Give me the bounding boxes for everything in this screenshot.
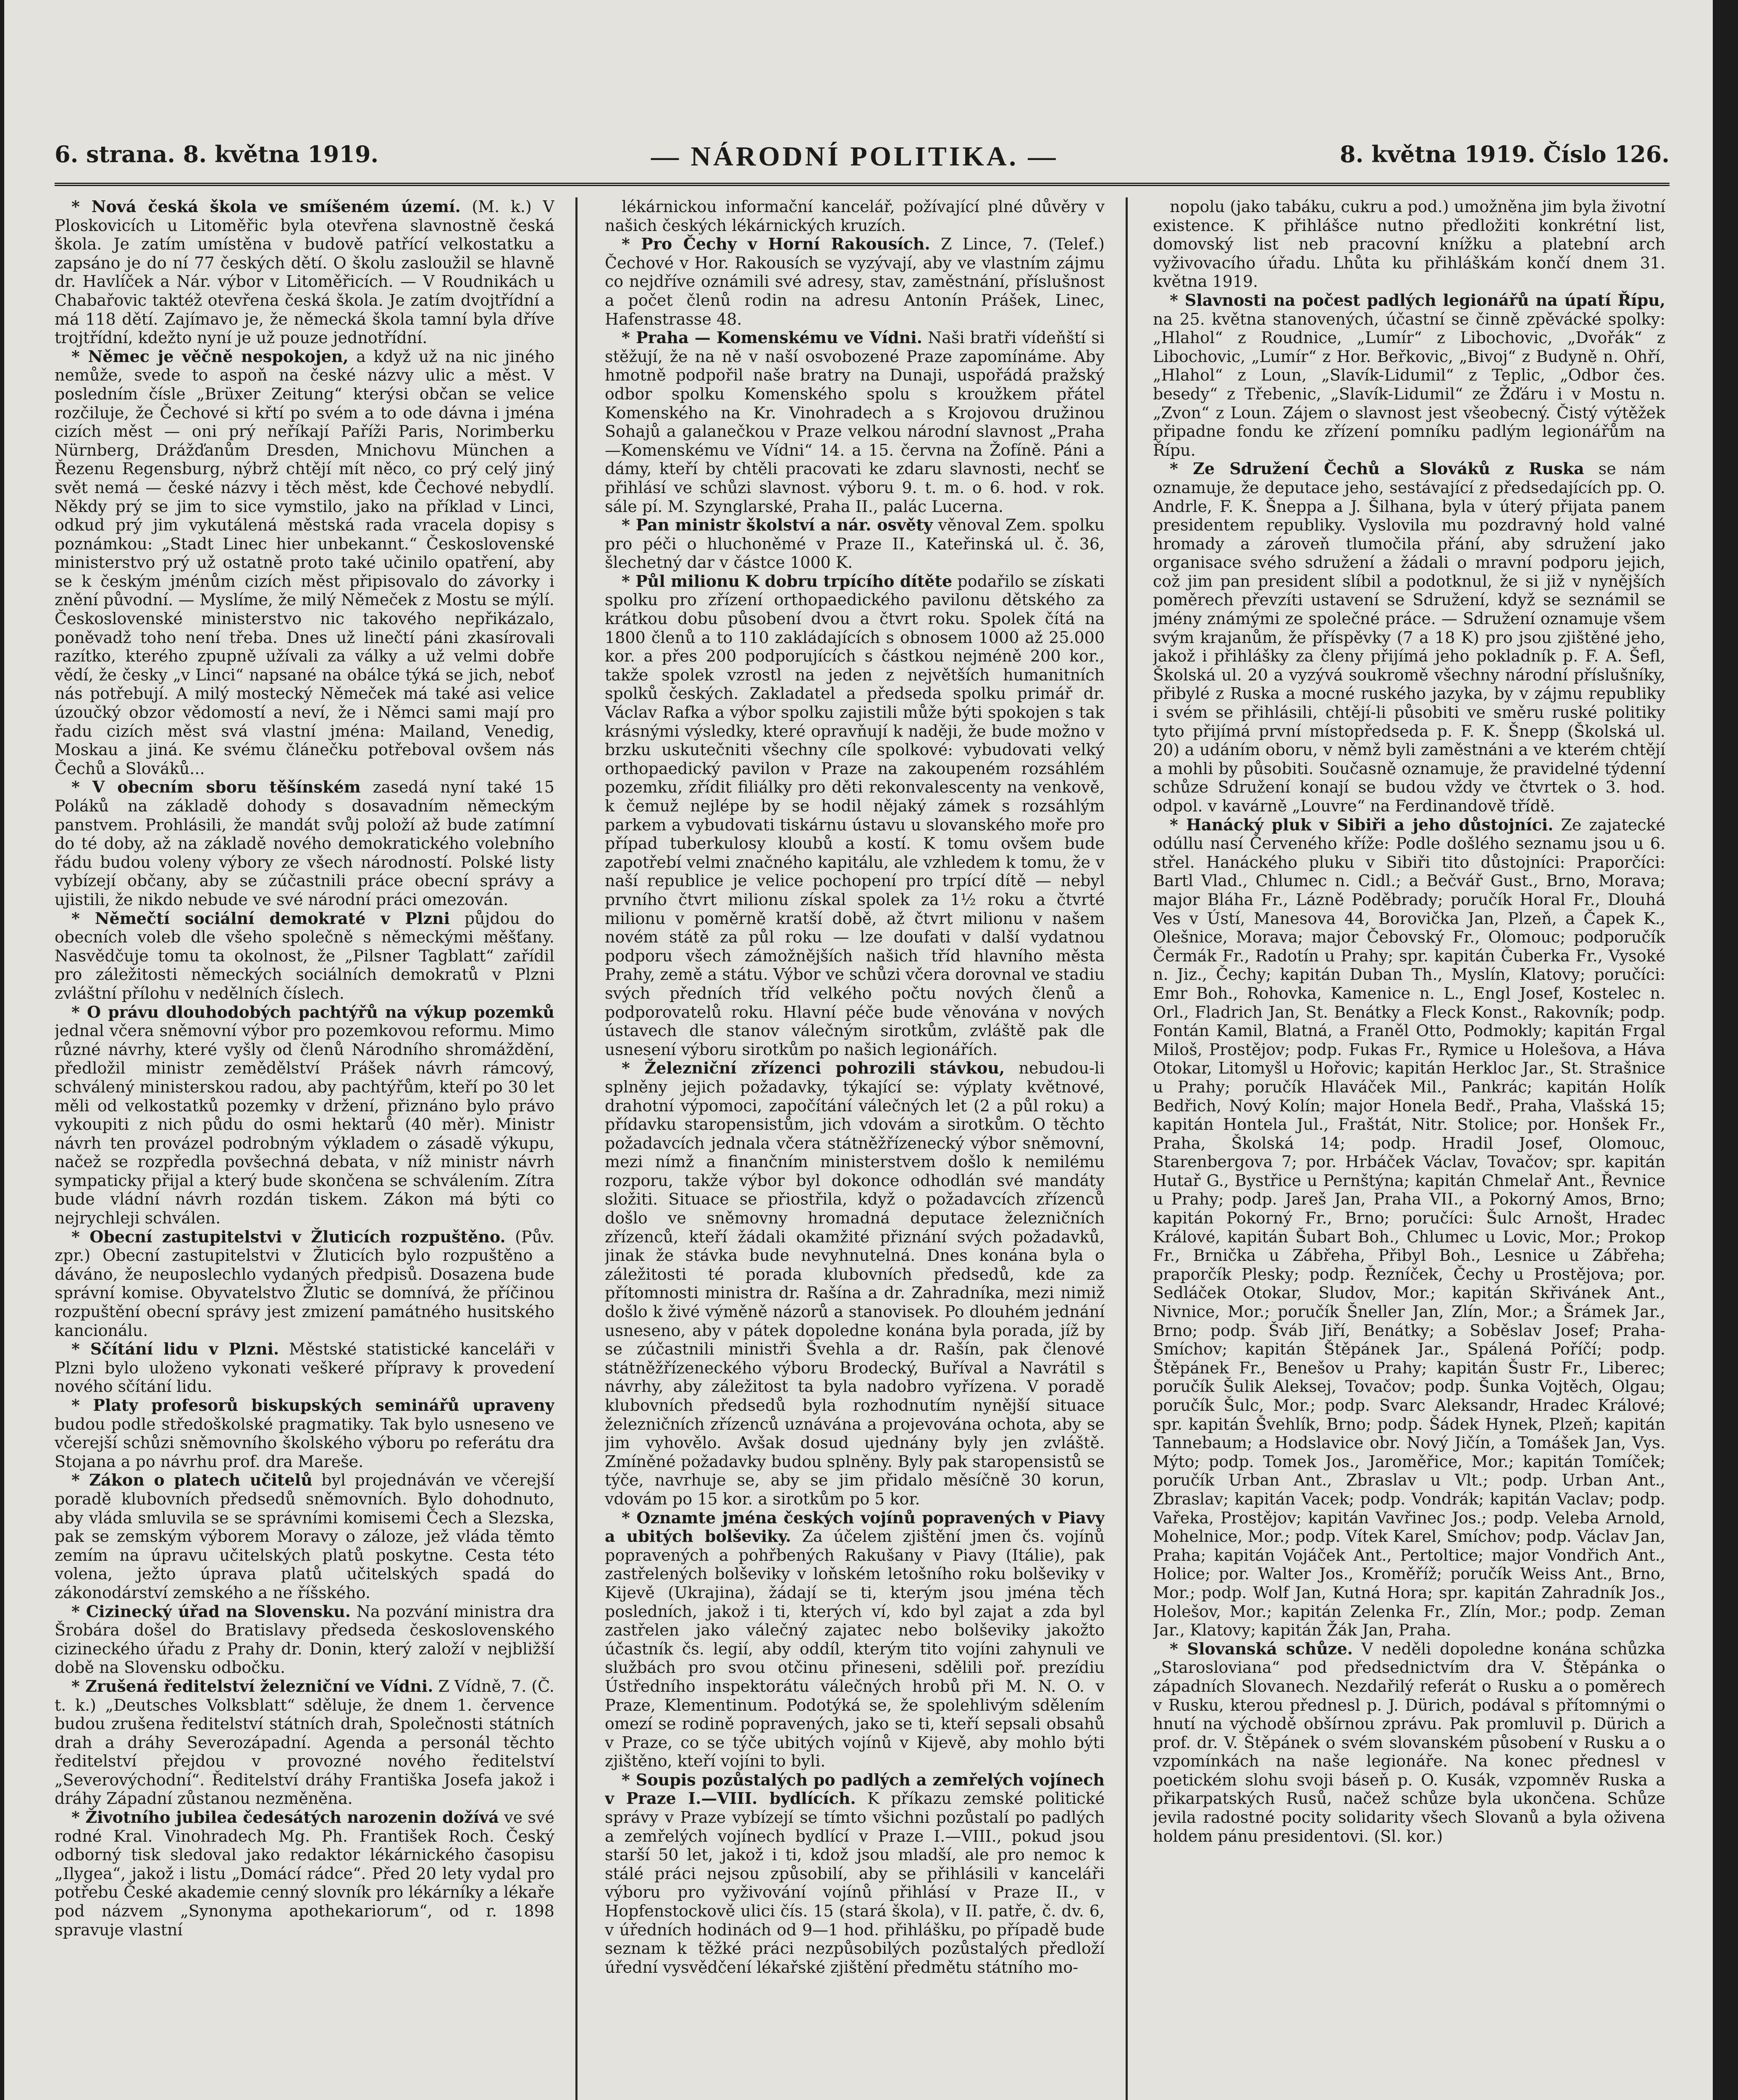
article-text: lékárnickou informační kancelář, požívající plné důvěry v našich českých lékárnických kruzích. bbox=[605, 197, 1105, 235]
article-paragraph bbox=[55, 1228, 554, 1340]
article-text: podařilo se získati spolku pro zřízení orthopaedického pavilonu dětského za krátkou dobu působení dvou a čtvrt roku. Spolek čítá na 1800 členů a to 110 zakládajících s obnosem 1000 až 25.000 kor. a přes 200 podporujících s částkou nejméně 200 kor., takže spolek vzrostl na jeden z největších humanitních spolků českých. Zakladatel a předseda spolku primář dr. Václav Rafka a výbor spolku zajistili může býti spokojen s tak krásnými výsledky, které opravňují k naději, že bude možno v brzku uskutečniti všechny cíle spolkové: vybudovati velký orthopaedický pavilon v Praze na zakoupeném rozsáhlém pozemku, zřídit filiálky pro děti rekonvalescenty na venkově, k čemuž nejlépe by se hodil nějaký zámek s rozsáhlým parkem a vybudovati tiskárnu ústavu u slovanského moře pro případ tuberkulosy kloubů a kostí. K tomu ovšem bude zapotřebí velmi značného kapitálu, ale vzhledem k tomu, že v naší republice je velice pochopení pro trpící dítě — nebyl prvního čtvrt milionu získal spolek za 1½ roku a čtvrté milionu v poměrně kratší době, až čtvrt milionu v našem novém státě za půl roku — lze doufati v další vydatnou podporu všech zámožnějších našich tříd hlavního města Prahy, země a státu. Výbor ve schůzi včera dorovnal ve stadiu svých předních tříd velkého počtu nových členů a podporovatelů roku. Hlavní péče bude věnována v nových ústavech dle stanov válečným sirotkům, zvláště pak dle usnesení výboru sirotkům po našich legionářích. bbox=[605, 572, 1105, 1059]
article-text: půjdou do obecních voleb dle všeho společně s německými měšťany. Nasvědčuje tomu ta okolnost, že „Pilsner Tagblatt“ zařídil pro záležitosti německých sociálních demokratů v Plzni zvláštní přílohu v nedělních číslech. bbox=[55, 909, 554, 1003]
article-text: Ze zajatecké odúllu nasí Červeného kříže: Podle došlého seznamu jsou u 6. střel. Hanáckého pluku v Sibiři tito důstojníci: Praporčíci: Bartl Vlad., Chlumec n. Cidl.; a Bečvář Gust., Brno, Morava; major Bláha Fr., Lázně Poděbrady; poručík Horal Fr., Dlouhá Ves v Ústí, Manesova 44, Borovička Jan, Plzeň, a Čapek K., Olešnice, Morava; major Čebovský Fr., Olomouc; podporučík Čermák Fr., Radotín u Prahy; spr. kapitán Čuberka Fr., Vysoké n. Jiz., Čechy; kapitán Duban Th., Myslín, Klatovy; poručíci: Emr Boh., Rohovka, Kamenice n. L., Engl Josef, Kostelec n. Orl., Fladrich Jan, St. Benátky a Fleck Konst., Rakovník; podp. Fontán Kamil, Blatná, a Franěl Otto, Podmokly; kapitán Frgal Miloš, Prostějov; podp. Fukas Fr., Rymice u Holešova, a Háva Otokar, Litomyšl u Hořovic; kapitán Herkloc Jar., St. Strašnice u Prahy; poručík Hlaváček Mil., Pankrác; kapitán Holík Bedřich, Nový Kolín; major Honela Bedř., Praha, Vlašská 15; kapitán Hontela Jul., Fraštát, Nitr. Stolice; por. Honšek Fr., Praha, Školská 14; podp. Hradil Josef, Olomouc, Starenbergova 7; por. Hrbáček Václav, Tovačov; spr. kapitán Hutař G., Bystřice u Pernštýna; kapitán Chmelař Ant., Řevnice u Prahy; podp. Jareš Jan, Praha VII., a Pokorný Amos, Brno; kapitán Pokorný Fr., Brno; poručíci: Šulc Arnošt, Hradec Králové, kapitán Šubart Boh., Chlumec u Lovic, Mor.; Prokop Fr., Brnička u Zábřeha, Přibyl Boh., Lesnice u Zábřeha; praporčík Plesky; podp. Řezníček, Čechy u Prostějova; por. Sedláček Otokar, Sludov, Mor.; kapitán Skřivánek Ant., Nivnice, Mor.; poručík Šneller Jan, Zlín, Mor.; a Šrámek Jar., Brno; podp. Šváb Jiří, Benátky; a Soběslav Josef; Praha-Smíchov; kapitán Štěpánek Jar., Spálená Poříčí; podp. Štěpánek Fr., Benešov u Prahy; kapitán Šustr Fr., Liberec; poručík Šulik Aleksej, Tovačov; podp. Šunka Vojtěch, Olgau; poručík Šulc, Mor.; podp. Svarc Aleksandr, Hradec Králové; spr. kapitán Švehlík, Brno; podp. Šádek Hynek, Plzeň; kapitán Tannebaum; a Hodslavice obr. Nový Jičín, a Tomášek Jan, Vys. Mýto; podp. Tomek Jos., Jaroměřice, Mor.; kapitán Tomíček; poručík Urban Ant., Zbraslav u Vlt.; podp. Urban Ant., Zbraslav; kapitán Vacek; podp. Vondrák; kapitán Vaclav; podp. Vařeka, Prostějov; kapitán Vavřinec Jos.; podp. Veleba Arnold, Mohelnice, Mor.; podp. Vítek Karel, Smíchov; podp. Václav Jan, Praha; kapitán Vojáček Ant., Pertoltice; major Vondřich Ant., Holice; por. Walter Jos., Kroměříž; poručík Weiss Ant., Brno, Mor.; podp. Wolf Jan, Kutná Hora; spr. kapitán Zahradník Jos., Holešov, Mor.; kapitán Zelenka Fr., Zlín, Mor.; podp. Zeman Jar., Klatovy; kapitán Žák Jan, Praha. bbox=[1153, 815, 1665, 1640]
article-text: K příkazu zemské politické správy v Praze vybízejí se tímto všichni pozůstalí po padlých a zemřelých vojínech bydlící v Praze I.—VIII., pokud jsou starší 50 let, jakož i ti, kdož jsou mladší, ale pro nemoc k stálé práci nejsou způsobilí, aby se přihlásili v kanceláři výboru pro vyživování vojínů přihlásí v Praze II., v Hopfenstockově ulici čís. 15 (stará škola), v II. patře, č. dv. 6, v úředních hodinách od 9—1 hod. přihlášku, po případě bude seznam k těžké práci nezpůsobilých pozůstalých předloží úřední vysvědčení lékařské zjištění předmětu státního mo- bbox=[605, 1789, 1105, 1977]
article-heading: * Praha — Komenskému ve Vídni. bbox=[622, 328, 922, 347]
article-paragraph bbox=[605, 1509, 1105, 1771]
article-text: nebudou-li splněny jejich požadavky, týkající se: výplaty květnové, drahotní výpomoci, započítání válečných let (2 a půl roku) a přídavku staropensistům, jich vdovám a sirotkům. O těchto požadavcích jednala včera státněžřízenecký výbor sněmovní, mezi nímž a finančním ministerstvem došlo k nemilému rozporu, takže výbor byl dokonce odhodlán své mandáty složiti. Situace se přiostřila, když o požadavcích zřízenců došlo ve sněmovny hromadná deputace železničních zřízenců, kteří žádali okamžité přiznání svých požadavků, jinak že stávka bude nevyhnutelná. Dnes konána byla o záležitosti té porada klubovních předsedů, kde za přítomnosti ministra dr. Rašína a dr. Zahradníka, mezi nimiž došlo k živé výměně názorů a stanovisek. Po dlouhém jednání usneseno, aby v pátek dopoledne konána byla porada, jíž by se zúčastnili ministři Švehla a dr. Rašín, pak členové státněžřízeneckého výboru Brodecký, Buříval a Navrátil s návrhy, aby záležitost ta byla nadobro vyřízena. V poradě klubovních předsedů byla rozhodnutím nynější situace železničních zřízenců uznávána a projevována ochota, aby se jim vyhovělo. Avšak dosud ujednány byly jen zvláště. Zmíněné požadavky budou splněny. Byly pak staropensistů se týče, navrhuje se, aby se jim přidalo měsíčně 30 korun, vdovám po 15 kor. a sirotkům po 5 kor. bbox=[605, 1059, 1105, 1508]
article-paragraph bbox=[55, 1808, 554, 1939]
article-heading: * Sčítání lidu v Plzni. bbox=[71, 1339, 279, 1359]
article-heading: * Pro Čechy v Horní Rakousích. bbox=[622, 234, 930, 254]
article-text: jednal včera sněmovní výbor pro pozemkovou reformu. Mimo různé návrhy, které vyšly od členů Národního shromáždění, předložil ministr zemědělství Prášek návrh rámcový, schválený ministerskou radou, aby pachtýřům, kteří po 30 let měli od velkostatků pozemky v držení, přiznáno bylo právo vykoupiti z nich půdu do osmi hektarů (40 měr). Ministr návrh ten provázel podrobným výkladem o zásadě výkupu, načež se rozpředla povšechná debata, v níž ministr návrh sympaticky přijal a který bude skončena se schválením. Zítra bude vládní návrh rozdán tiskem. Zákon má býti co nejrychleji schválen. bbox=[55, 1021, 554, 1228]
article-paragraph bbox=[55, 1396, 554, 1471]
article-heading: * Němec je věčně nespokojen, bbox=[71, 346, 349, 366]
article-heading: * Zrušená ředitelství železniční ve Vídni. bbox=[71, 1676, 433, 1696]
article-paragraph bbox=[55, 778, 554, 909]
column-divider bbox=[575, 197, 578, 2100]
article-paragraph bbox=[605, 1059, 1105, 1508]
article-heading: * Cizinecký úřad na Slovensku. bbox=[71, 1601, 351, 1621]
article-text: (M. k.) V Ploskovicích u Litoměřic byla otevřena slavnostně česká škola. Je zatím umístěna v budově patřící velkostatku a zapsáno je do ní 77 českých dětí. O školu zasloužil se hlavně dr. Havlíček a Nár. výbor v Litoměřicích. — V Roudnikách u Chabařovic taktéž otevřena česká škola. Je zatím dvojtřídní a má 118 dětí. Zajímavo je, že německá škola tamní byla dříve trojtřídní, kdežto nyní je už pouze jednotřídní. bbox=[55, 197, 554, 347]
article-paragraph bbox=[605, 235, 1105, 328]
newspaper-page bbox=[4, 0, 1728, 2100]
article-text: Z Vídně, 7. (Č. t. k.) „Deutsches Volksblatt“ sděluje, že dnem 1. července budou zrušena ředitelství státních drah, Společnosti státních drah a dráhy Severozápadní. Agenda a personál těchto ředitelství přejdou v provozné nového ředitelství „Severovýchodní“. Ředitelství dráhy Františka Josefa jakož i dráhy Západní zůstanou nezměněna. bbox=[55, 1677, 554, 1808]
article-heading: * Železniční zřízenci pohrozili stávkou, bbox=[622, 1058, 1005, 1078]
article-text: Městské statistické kanceláři v Plzni bylo uloženo vykonati veškeré přípravy k provedení nového sčítání lidu. bbox=[55, 1340, 554, 1396]
column-divider bbox=[1126, 197, 1128, 2100]
article-text: se nám oznamuje, že deputace jeho, sestávající z předsedajících pp. O. Andrle, F. K. Šneppa a J. Šilhana, byla v úterý přijata panem presidentem republiky. Vyslovila mu pozdravný hold valné hromady a zároveň tlumočila přání, aby sdružení jako organisace svého sdružení a žádali o mravní podporu jejich, což jim pan president slíbil a podotknul, že si již v nynějších poměrech převzíti ustavení se Sdružení, když se seznámil se jmény známými ze společné práce. — Sdružení oznamuje všem svým krajanům, že příspěvky (7 a 18 K) pro jsou zjištěné jeho, jakož i přihlášky za členy přijímá jeho pokladník p. F. A. Šefl, Školská ul. 20 a vyzývá soukromě všechny národní příslušníky, přibylé z Ruska a mocné ruského jazyka, by v zájmu republiky i svém se přihlásili, chtějí-li působiti ve směru ruské politiky tyto přijímá první místopředseda p. F. K. Šnepp (Školská ul. 20) a udáním oboru, v němž byli zaměstnáni a ve kterém chtějí a mohli by působiti. Současně oznamuje, že pravidelné týdenní schůze Sdružení konají se budou vždy ve čtvrtek o 3. hod. odpol. v kavárně „Louvre“ na Ferdinandově třídě. bbox=[1153, 459, 1665, 815]
article-paragraph bbox=[55, 1003, 554, 1228]
column-2 bbox=[605, 197, 1105, 2100]
article-text: na 25. května stanovených, účastní se činně zpěvácké spolky: „Hlahol“ z Roudnice, „Lumír“ z Libochovic, „Dvořák“ z Libochovic, „Lumír“ z Hor. Beřkovic, „Bivoj“ z Budyně n. Ohří, „Hlahol“ z Loun, „Slavík-Lidumil“ z Teplic, „Odbor čes. besedy“ z Třebenic, „Slavík-Lidumil“ ze Žďáru i v Mostu n. „Zvon“ z Loun. Zájem o slavnost jest všeobecný. Čistý výtěžek připadne fondu ke zřízení pomníku padlým legionářům na Řípu. bbox=[1153, 310, 1665, 459]
article-heading: * O právu dlouhodobých pachtýřů na výkup pozemků bbox=[71, 1002, 554, 1021]
article-heading: * Slovanská schůze. bbox=[1170, 1639, 1353, 1658]
article-paragraph bbox=[55, 909, 554, 1003]
article-paragraph bbox=[55, 1340, 554, 1396]
article-heading: * Hanácký pluk v Sibiři a jeho důstojníci. bbox=[1170, 815, 1554, 834]
article-text: zasedá nyní také 15 Poláků na základě dohody s dosavadním německým panstvem. Prohlásili, že mandát svůj položí až bude zatímní do té doby, až na základě nového demokratického volebního řádu budou voleny výbory ze všech národností. Polské listy vybízejí občany, aby se zúčastnili práce obecní správy a ujistili, že nikdo nebude ve své národní práci omezován. bbox=[55, 778, 554, 909]
page-number-date: 6. strana. 8. května 1919. bbox=[55, 141, 379, 168]
article-paragraph bbox=[1153, 816, 1665, 1640]
article-text: ve své rodné Kral. Vinohradech Mg. Ph. František Roch. Český odborný tisk sledoval jako redaktor lékárnického časopisu „Ilygea“, jakož i listu „Domácí rádce“. Před 20 lety vydal pro potřebu České akademie cenný slovník pro lékárníky a lékaře pod názvem „Synonyma apothekariorum“, od r. 1898 spravuje vlastní bbox=[55, 1808, 554, 1939]
article-heading: * V obecním sboru těšínském bbox=[71, 777, 361, 797]
article-heading: * Oznamte jména českých vojínů popravených v Piavy a ubitých bolševiky. bbox=[605, 1508, 1105, 1546]
article-paragraph bbox=[55, 1471, 554, 1602]
article-text: Z Lince, 7. (Telef.) Čechové v Hor. Rakousích se vyzývají, aby ve vlastním zájmu co nejdříve oznámili své adresy, stav, zaměstnání, příslušnost a počet členů rodin na adresu Antonín Prášek, Linec, Hafenstrasse 48. bbox=[605, 235, 1105, 328]
article-text: Na pozvání ministra dra Šrobára došel do Bratislavy předseda československého cizineckého úřadu z Prahy dr. Donin, který založí v nejbližší době na Slovensku odbočku. bbox=[55, 1602, 554, 1677]
article-heading: * Soupis pozůstalých po padlých a zemřelých vojínech v Praze I.—VIII. bydlících. bbox=[605, 1770, 1105, 1808]
article-paragraph bbox=[55, 1677, 554, 1808]
article-heading: * Zákon o platech učitelů bbox=[71, 1470, 312, 1490]
article-text: (Pův. zpr.) Obecní zastupitelstvi v Žluticích bylo rozpuštěno a dáváno, že neuposlechlo vydaných předpisů. Dosazena bude správní komise. Obyvatelstvo Žlutic se domnívá, že příčinou rozpuštění obecní správy jest zmizení památného husitského kancionálu. bbox=[55, 1227, 554, 1340]
article-paragraph bbox=[1153, 291, 1665, 459]
article-heading: * Pan ministr školství a nár. osvěty bbox=[622, 515, 933, 535]
article-paragraph bbox=[1153, 197, 1665, 291]
article-paragraph bbox=[605, 1771, 1105, 1977]
article-text: Naši bratři vídeňští si stěžují, že na ně v naší osvobozené Praze zapomínáme. Aby hmotně podpořil naše bratry na Dunaji, uspořádá pražský odbor spolku Komenského spolu s kroužkem přátel Komenského na Kr. Vinohradech a s Krojovou družinou Sohajů a galanečkou v Praze velkou národní slavnost „Praha—Komenskému ve Vídni“ 14. a 15. června na Žofíně. Páni a dámy, kteří by chtěli pracovati ke zdaru slavnosti, nechť se přihlásí ve schůzi slavnost. výboru 9. t. m. o 6. hod. v rok. sále pí. M. Szynglarské, Praha II., palác Lucerna. bbox=[605, 328, 1105, 516]
article-paragraph bbox=[1153, 459, 1665, 815]
issue-date-number: 8. května 1919. Číslo 126. bbox=[1340, 141, 1670, 168]
page-header bbox=[55, 132, 1670, 186]
article-paragraph bbox=[605, 197, 1105, 235]
article-paragraph bbox=[55, 197, 554, 347]
article-paragraph bbox=[605, 328, 1105, 516]
newspaper-masthead: — NÁRODNÍ POLITIKA. — bbox=[651, 141, 1058, 172]
article-paragraph bbox=[605, 572, 1105, 1059]
article-text: nopolu (jako tabáku, cukru a pod.) umožněna jim byla životní existence. K přihlášce nutno předložiti konkrétní list, domovský list neb pracovní knížku a platební arch vyživovacího úřadu. Lhůta ku přihláškám končí dnem 31. května 1919. bbox=[1153, 197, 1665, 291]
article-heading: * Nová česká škola ve smíšeném území. bbox=[71, 197, 461, 216]
article-heading: * Slavnosti na počest padlých legionářů na úpatí Řípu, bbox=[1170, 290, 1665, 310]
scan-edge bbox=[1713, 0, 1738, 2100]
article-heading: * Němečtí sociální demokraté v Plzni bbox=[71, 908, 450, 928]
article-text: V neděli dopoledne konána schůzka „Starosloviana“ pod předsednictvím dra V. Štěpánka o západních Slovanech. Nezdařilý referát o Rusku a o poměrech v Rusku, kterou přednesl p. J. Dürich, podával s přítomnými o hnutí na východě obšírnou zprávu. Pak promluvil p. Dürich a prof. dr. V. Štěpánek o svém slovanském působení v Rusku a o vzpomínkách na naše legionáře. Na konec přednesl v poetickém slohu svoji báseň p. O. Kusák, vzpomněv Ruska a přikarpatských Rusů, načež schůze byla ukončena. Schůze jevila radostné pocity solidarity všech Slovanů a byla oživena holdem pánu presidentovi. (Sl. kor.) bbox=[1153, 1639, 1665, 1845]
article-heading: * Životního jubilea čedesátých narozenin dožívá bbox=[71, 1808, 499, 1827]
column-1 bbox=[55, 197, 554, 2100]
article-heading: * Platy profesorů biskupských seminářů upraveny bbox=[71, 1396, 554, 1415]
article-heading: * Půl milionu K dobru trpícího dítěte bbox=[622, 571, 953, 591]
article-text: a když už na nic jiného nemůže, svede to aspoň na české názvy ulic a měst. V posledním čísle „Brüxer Zeitung“ kterýsi občan se velice rozčiluje, že Čechové si křtí po svém a to ode dávna i jména cizích měst — oni prý neříkají Paříži Paris, Norimberku Nürnberg, Drážďanům Dresden, Mnichovu München a Řezenu Regensburg, nýbrž chtějí mít něco, co prý celý jiný svět nemá — české názvy i těch měst, kde Čechové nebydlí. Někdy prý se jim to sice vymstilo, jako na příklad v Linci, odkud prý jim vykutálená městská rada vracela dopisy s poznámkou: „Stadt Linec hier unbekannt.“ Československé ministerstvo prý už ostatně proto také učinilo opatření, aby se k českým jménům cizích měst připisovalo do závorky i znění původní. — Myslíme, že milý Němeček z Mostu se mýlí. Československé ministerstvo nic takového nepřikázalo, poněvadž toho není třeba. Dnes už linečtí páni zkasírovali razítko, kterého zpupně užívali za války a už velmi dobře vědí, že česky „v Linci“ napsané na obálce týká se jich, neboť nás potřebují. A milý mostecký Němeček má také asi velice úzoučký obzor vědomostí a neví, že i Němci sami mají pro řadu cizích měst svá vlastní jména: Mailand, Venedig, Moskau a jiná. Ke svému článečku potřeboval ovšem nás Čechů a Slováků... bbox=[55, 347, 554, 778]
article-text: budou podle středoškolské pragmatiky. Tak bylo usneseno ve včerejší schůzi sněmovního školského výboru po referátu dra Stojana a po návrhu prof. dra Mareše. bbox=[55, 1415, 554, 1471]
article-text: věnoval Zem. spolku pro péči o hluchoněmé v Praze II., Kateřinská ul. č. 36, šlechetný dar v částce 1000 K. bbox=[605, 516, 1105, 572]
article-text: Za účelem zjištění jmen čs. vojínů popravených a pohřbených Rakušany v Piavy (Itálie), pak zastřelených bolševiky v loňském letošního roku bolševiky v Kijevě (Ukrajina), žádají se ti, kterým jsou jména těch posledních, jakož i ti, kterých ví, kdo byl zajat a zda byl zastřelen jako válečný zajatec nebo bolševiky jakožto účastník čs. legií, aby oddíl, kterým tito vojíni zahynuli ve službách pro svou otčinu přineseni, sdělili poř. prezídiu Ústředního inspektorátu válečných hrobů při M. N. O. v Praze, Klementinum. Podotýká se, že spolehlivým sdělením omezí se rodině popravených, jako se ti, kteří sepsali obsahů v Praze, co se týče ubitých vojínů v Kijevě, aby mohlo býti zjištěno, kteří vojíni to byli. bbox=[605, 1527, 1105, 1771]
column-3 bbox=[1153, 197, 1665, 2100]
article-heading: * Ze Sdružení Čechů a Slováků z Ruska bbox=[1170, 459, 1584, 478]
article-paragraph bbox=[1153, 1640, 1665, 1846]
article-paragraph bbox=[55, 1602, 554, 1677]
article-paragraph bbox=[605, 516, 1105, 572]
article-text: byl projednáván ve včerejší poradě klubovních předsedů sněmovních. Bylo dohodnuto, aby vláda smluvila se se správními komisemi Čech a Slezska, pak se zemským výborem Moravy o záloze, jež vláda těmto zemím na úpravu učitelských platů poskytne. Cesta této volena, ježto úprava platů učitelských spadá do zákonodárství zemského a ne říšského. bbox=[55, 1471, 554, 1602]
article-heading: * Obecní zastupitelstvi v Žluticích rozpuštěno. bbox=[71, 1227, 506, 1246]
article-paragraph bbox=[55, 347, 554, 778]
